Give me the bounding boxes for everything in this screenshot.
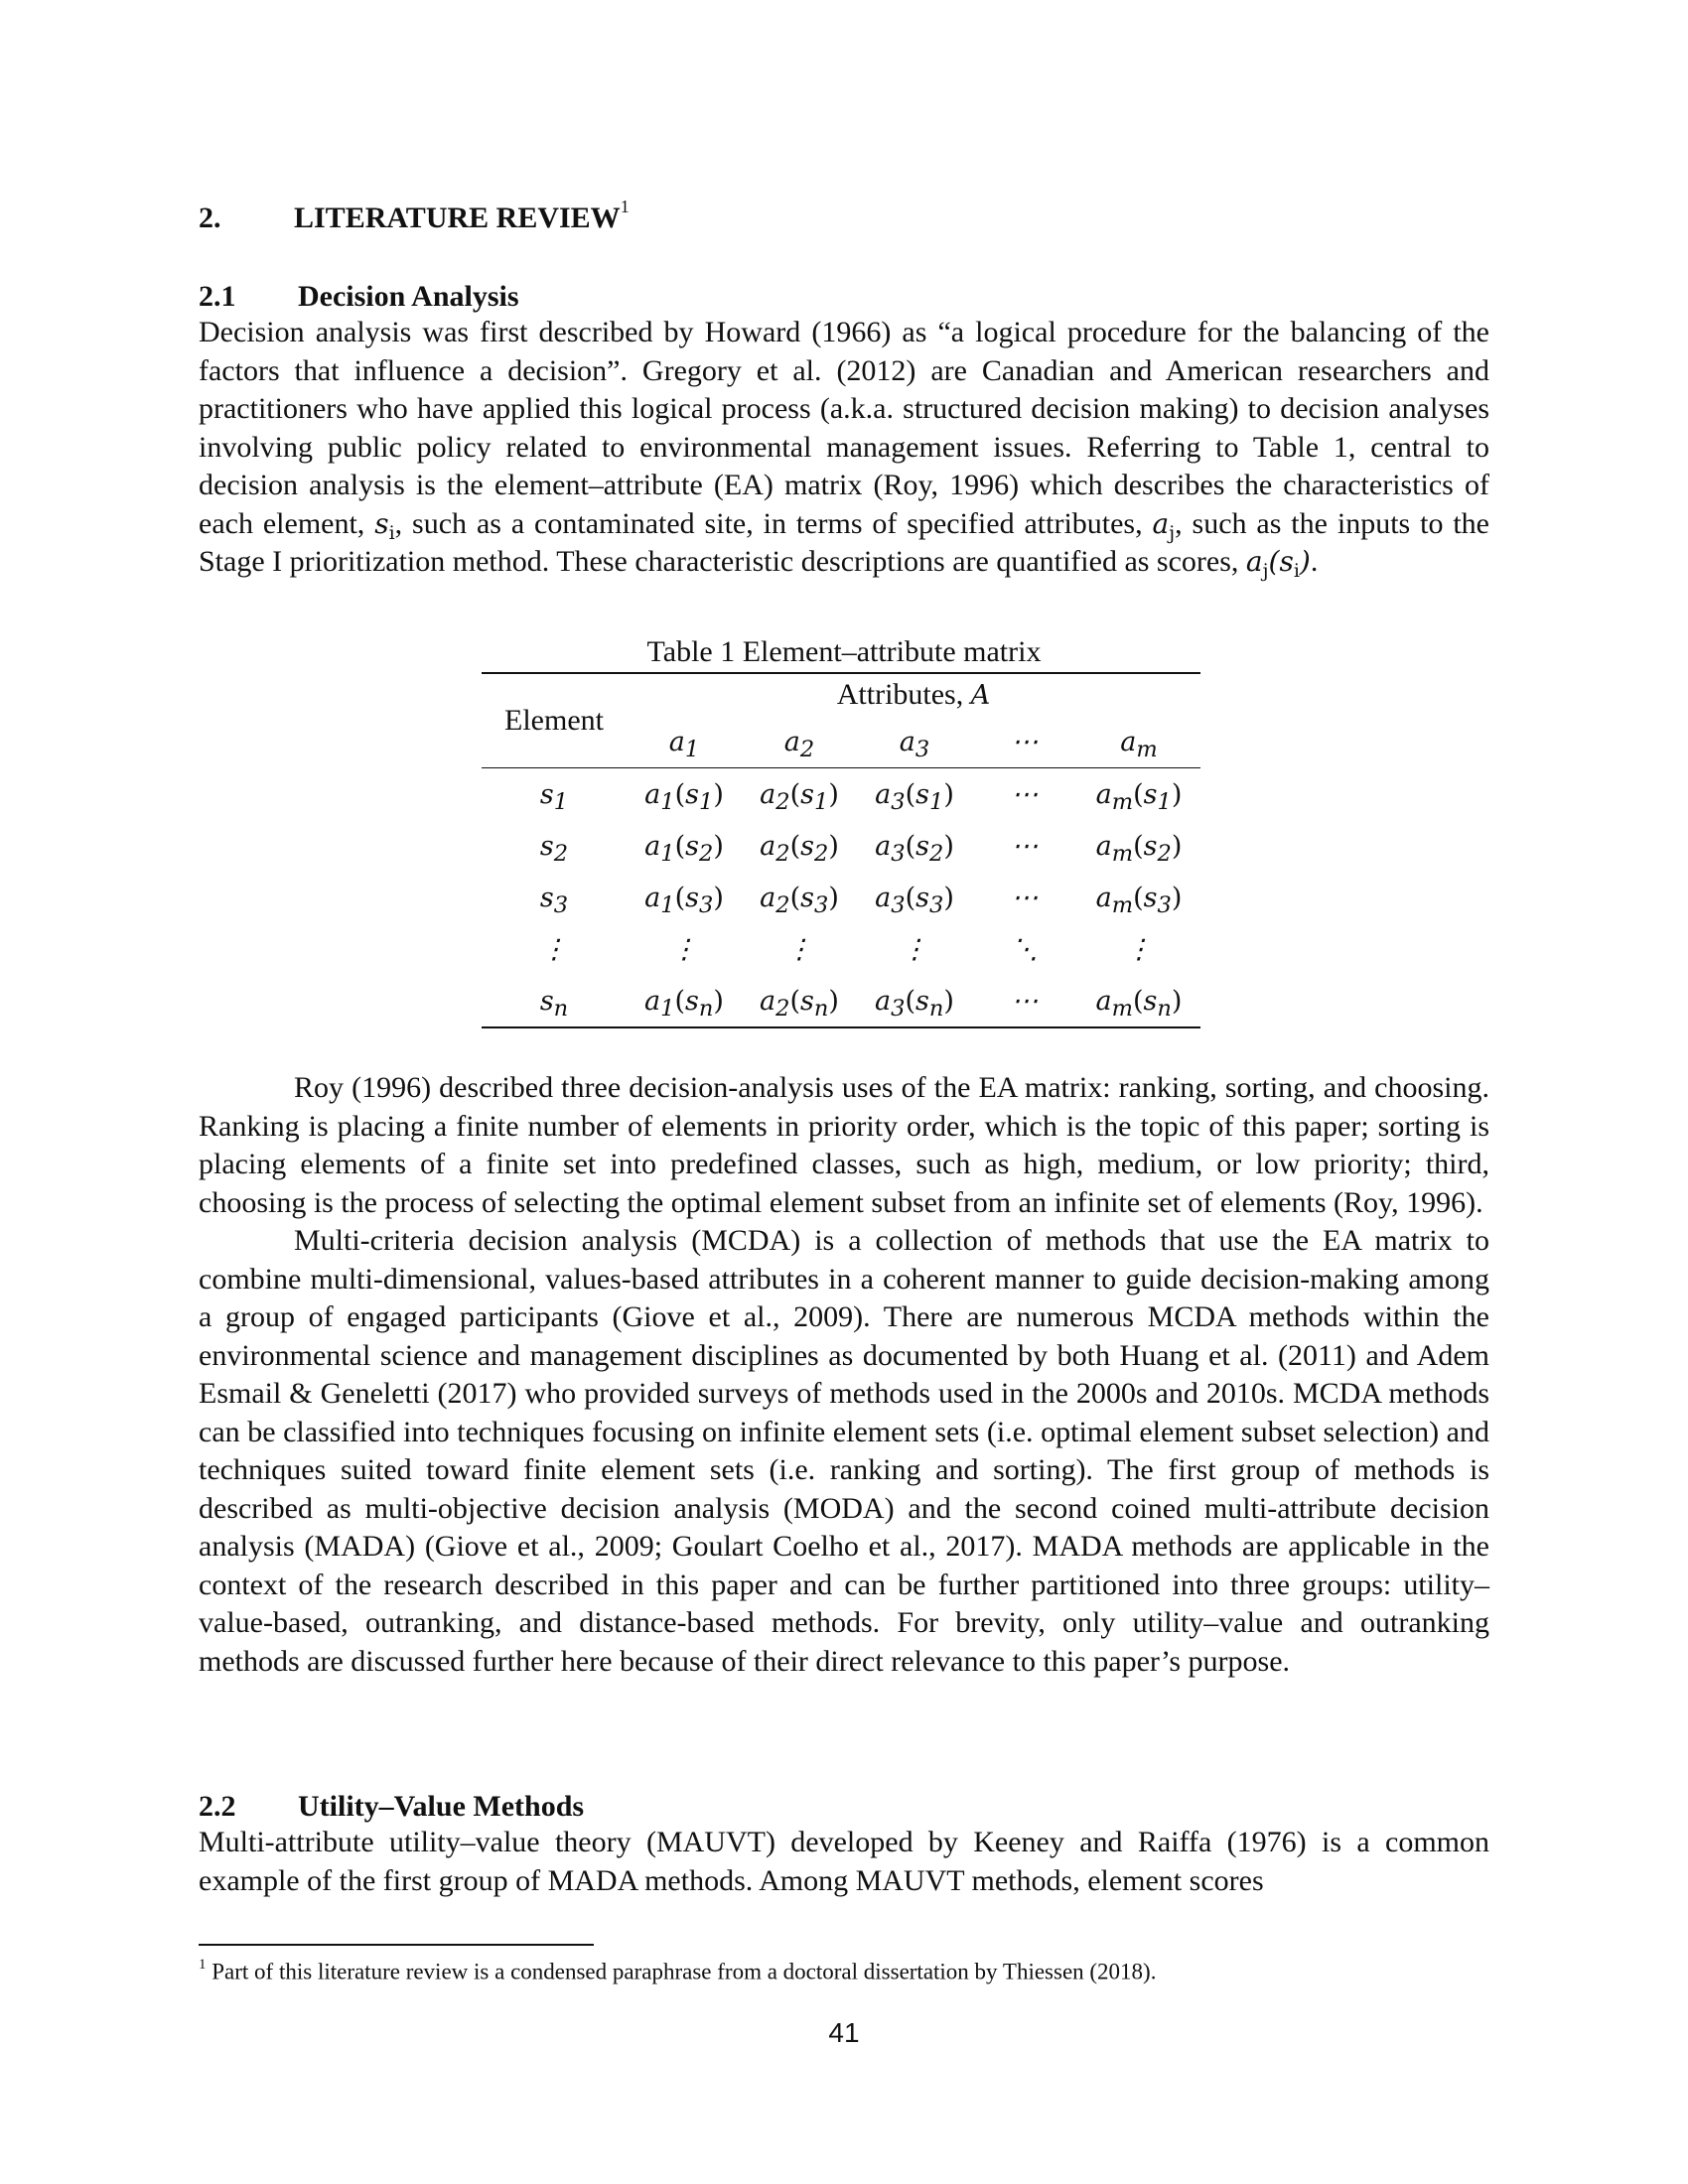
table-row: [482, 820, 1200, 872]
subsection-heading: [199, 1790, 1489, 1824]
score-cell: $a_1(s_3)$: [644, 883, 724, 918]
score-cell: ⋮: [901, 934, 928, 965]
attributes-header: Attributes, A: [627, 673, 1200, 716]
table-header-row: [482, 673, 1200, 716]
paragraph-mauvt: Multi-attribute utility–value theory (MAUVT) developed by Keeney and Raiffa (1976) is a common example of the first group of MADA methods. Among MAUVT methods, element scores: [199, 1826, 1489, 1897]
attribute-column-header: $a_1$: [627, 716, 742, 768]
footnote-marker: 1: [199, 1957, 207, 1973]
element-cell: ⋮: [540, 934, 568, 965]
text-run: .: [1310, 545, 1319, 578]
table-row: [482, 872, 1200, 923]
score-cell: $a_m(s_n)$: [1077, 975, 1200, 1027]
score-cell: $a_3(s_n)$: [857, 975, 972, 1027]
score-cell: $a_1(s_2)$: [644, 831, 724, 867]
subsection-title: Utility–Value Methods: [298, 1790, 585, 1823]
paragraphs-mcda: [199, 1069, 1489, 1681]
text-run: , such as the inputs to the Stage I prioritization method. These characteristic descriptions are quantified as scores,: [199, 506, 1489, 578]
math-s-i: $s_i$: [374, 506, 395, 544]
subsection-number: 2.2: [199, 1790, 236, 1823]
score-cell: ⋯: [972, 975, 1077, 1027]
score-cell: ⋱: [1011, 934, 1039, 965]
element-cell: $s_1$: [539, 779, 569, 815]
score-cell: $a_m(s_3)$: [1095, 883, 1183, 918]
score-cell: $a_3(s_3)$: [875, 883, 954, 918]
subsection-heading: [199, 280, 1489, 314]
paragraph-roy-uses: Roy (1996) described three decision-analysis uses of the EA matrix: ranking, sorting, and choosing. Ranking is placing a finite number of elements in priority order, which is the topic of this paper; sorting is placing elements of a finite set into predefined classes, such as high, medium, or low priority; third, choosing is the process of selecting the optimal element subset from an infinite set of elements (Roy, 1996).: [199, 1071, 1489, 1219]
score-cell: ⋮: [785, 934, 813, 965]
element-cell: $s_2$: [539, 831, 569, 867]
score-cell: $a_m(s_1)$: [1095, 779, 1183, 815]
attribute-column-header: ⋯: [972, 716, 1077, 768]
paragraph-intro: [199, 314, 1489, 582]
text-run: Decision analysis was first described by Howard (1966) as “a logical procedure for the balancing of the factors that influence a decision”. Gregory et al. (2012) are Canadian and American researchers and practitioners who have applied this logical process (a.k.a. structured decision making) to decision analyses involving public policy related to environmental management issues. Referring to Table 1, central to decision analysis is the element–attribute (EA) matrix (Roy, 1996) which describes the characteristics of each element,: [199, 316, 1489, 540]
element-cell: $s_3$: [539, 883, 569, 918]
attribute-column-header: $a_3$: [857, 716, 972, 768]
attribute-column-header: $a_m$: [1077, 716, 1200, 768]
math-a-j: $a_j$: [1152, 506, 1176, 544]
score-cell: ⋮: [1125, 934, 1153, 965]
element-header: Element: [482, 673, 627, 768]
table-row: [482, 923, 1200, 975]
subsection-utility-value: [199, 1790, 1489, 1900]
score-cell: $a_m(s_2)$: [1095, 831, 1183, 867]
score-cell: $a_1(s_n)$: [627, 975, 742, 1027]
footnote-text: Part of this literature review is a condensed paraphrase from a doctoral dissertation by Thiessen (2018).: [206, 1959, 1157, 1984]
subsection-number: 2.1: [199, 280, 236, 313]
section-number: 2.: [199, 202, 221, 234]
score-cell: $a_2(s_n)$: [742, 975, 857, 1027]
score-cell: $a_3(s_1)$: [875, 779, 954, 815]
footnote-reference[interactable]: 1: [620, 197, 630, 216]
paragraph-mcda: Multi-criteria decision analysis (MCDA) is a collection of methods that use the EA matrix to combine multi-dimensional, values-based attributes in a coherent manner to guide decision-making among a group of engaged participants (Giove et al., 2009). There are numerous MCDA methods within the environmental science and management disciplines as documented by both Huang et al. (2011) and Adem Esmail & Geneletti (2017) who provided surveys of methods used in the 2000s and 2010s. MCDA methods can be classified into techniques focusing on infinite element sets (i.e. optimal element subset selection) and techniques suited toward finite element sets (i.e. ranking and sorting). The first group of methods is described as multi-objective decision analysis (MODA) and the second coined multi-attribute decision analysis (MADA) (Giove et al., 2009; Goulart Coelho et al., 2017). MADA methods are applicable in the context of the research described in this paper and can be further partitioned into three groups: utility–value-based, outranking, and distance-based methods. For brevity, only utility–value and outranking methods are discussed further here because of their direct relevance to this paper’s purpose.: [199, 1224, 1489, 1678]
table-row: [482, 768, 1200, 821]
page-number: 41: [828, 2017, 860, 2048]
footnote-divider: [199, 1944, 594, 1946]
table-row: [482, 975, 1200, 1027]
math-a-j-of-s-i: $a_j(s_i)$: [1245, 545, 1311, 582]
text-run: , such as a contaminated site, in terms of specified attributes,: [394, 506, 1153, 540]
element-attribute-table: [482, 672, 1200, 1028]
score-cell: ⋯: [1011, 883, 1039, 913]
footnote: [199, 1959, 1156, 1985]
score-cell: $a_3(s_2)$: [875, 831, 954, 867]
table-body: [482, 768, 1200, 1028]
score-cell: $a_1(s_1)$: [644, 779, 724, 815]
score-cell: $a_2(s_3)$: [760, 883, 839, 918]
score-cell: ⋮: [670, 934, 698, 965]
score-cell: ⋯: [1011, 779, 1039, 810]
table-caption: Table 1 Element–attribute matrix: [646, 635, 1042, 668]
attribute-column-header: $a_2$: [742, 716, 857, 768]
subsection-title: Decision Analysis: [298, 280, 519, 313]
section-title: LITERATURE REVIEW: [294, 202, 621, 234]
section-heading: [199, 197, 630, 235]
element-cell: $s_n$: [482, 975, 627, 1027]
score-cell: $a_2(s_1)$: [760, 779, 839, 815]
subsection-decision-analysis: [199, 280, 1489, 582]
score-cell: $a_2(s_2)$: [760, 831, 839, 867]
score-cell: ⋯: [1011, 831, 1039, 862]
